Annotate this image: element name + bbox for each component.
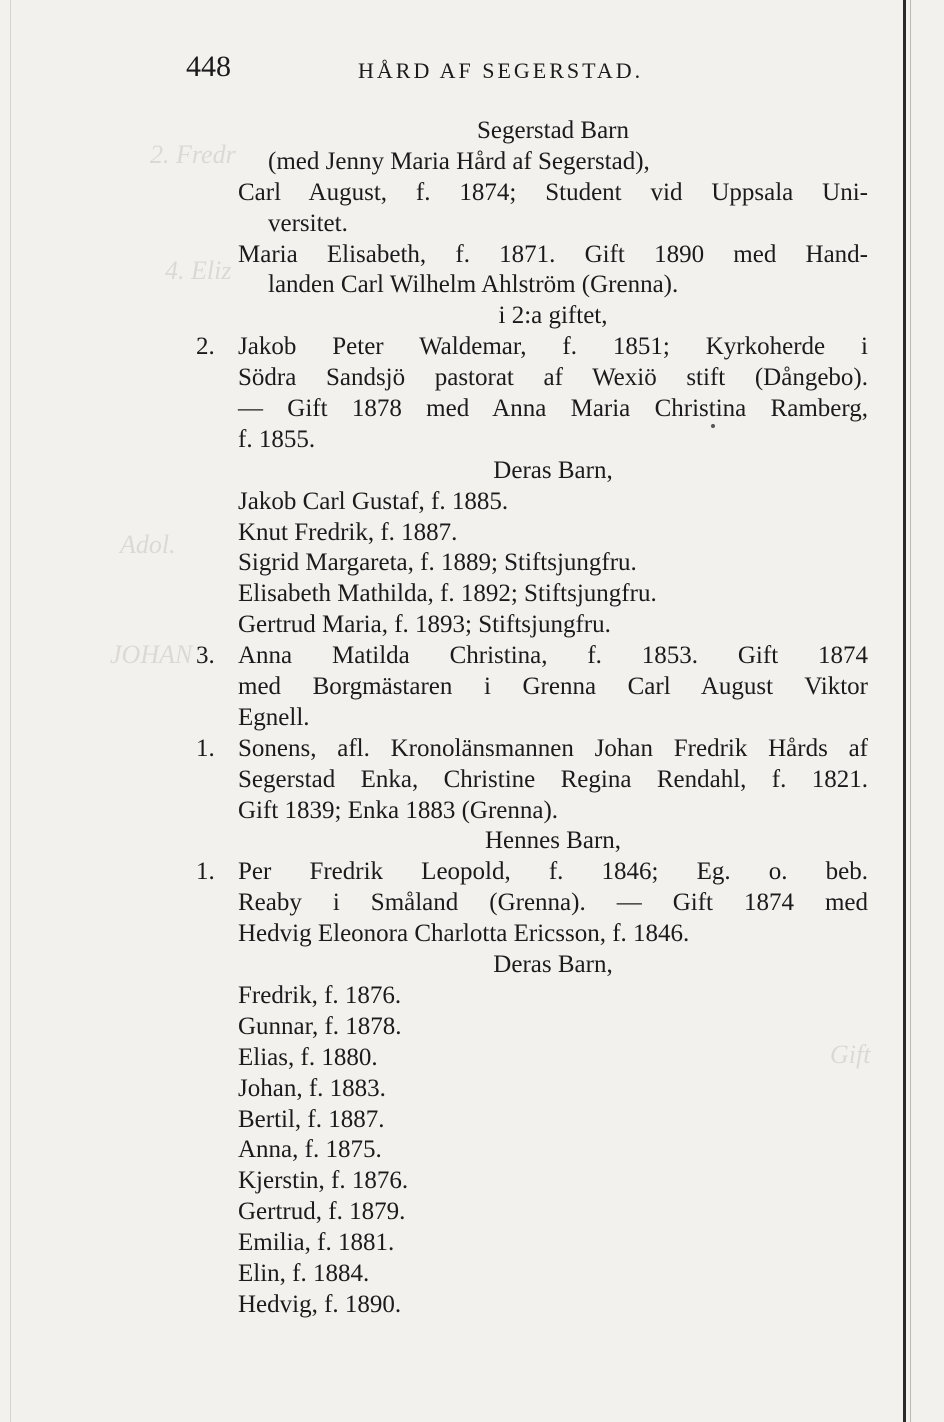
line-text: Gertrud Maria, f. 1893; Stiftsjungfru. [238, 611, 611, 639]
text-line [238, 1166, 868, 1197]
text-line [238, 301, 868, 332]
line-text: Knut Fredrik, f. 1887. [238, 518, 458, 546]
text-line [238, 888, 868, 919]
running-title: HÅRD AF SEGERSTAD. [358, 58, 644, 83]
line-text: f. 1855. [238, 425, 316, 453]
text-line [238, 116, 868, 147]
line-text: Anna, f. 1875. [238, 1136, 382, 1164]
line-text: Elin, f. 1884. [238, 1259, 370, 1287]
text-line [196, 734, 868, 765]
entry-number: 1. [196, 734, 215, 762]
line-text: Hedvig, f. 1890. [238, 1290, 402, 1318]
text-line [196, 332, 868, 363]
text-line [196, 857, 868, 888]
line-text: versitet. [268, 209, 348, 237]
line-text: Sonens, afl. Kronolänsmannen Johan Fredrik Hårds af [238, 734, 868, 762]
text-line [238, 672, 868, 703]
line-text: Egnell. [238, 703, 310, 731]
line-text: i 2:a giftet, [498, 302, 608, 330]
line-text: (med Jenny Maria Hård af Segerstad), [268, 147, 650, 175]
line-text: Elisabeth Mathilda, f. 1892; Stiftsjungfru. [238, 580, 657, 608]
text-line [238, 796, 868, 827]
bleed-through: Adol. [120, 530, 176, 559]
text-line [238, 579, 868, 610]
line-text: Deras Barn, [493, 456, 613, 484]
right-page-shadow [910, 0, 911, 1422]
line-text: Johan, f. 1883. [238, 1074, 386, 1102]
text-line [238, 456, 868, 487]
text-line [238, 703, 868, 734]
line-text: med Borgmästaren i Grenna Carl August Viktor [238, 673, 868, 701]
line-text: Kjerstin, f. 1876. [238, 1167, 409, 1195]
text-line [238, 1228, 868, 1259]
text-line [238, 1105, 868, 1136]
page-number: 448 [186, 50, 231, 83]
line-text: Gunnar, f. 1878. [238, 1012, 402, 1040]
line-text: Fredrik, f. 1876. [238, 981, 402, 1009]
line-text: Gertrud, f. 1879. [238, 1198, 406, 1226]
text-line [238, 919, 868, 950]
bleed-through: Gift [830, 1040, 871, 1069]
text-line [238, 1259, 868, 1290]
text-line [238, 1012, 868, 1043]
line-text: Reaby i Småland (Grenna). — Gift 1874 med [238, 889, 868, 917]
text-line [238, 209, 868, 240]
line-text: Per Fredrik Leopold, f. 1846; Eg. o. beb. [238, 858, 868, 886]
text-line [238, 950, 868, 981]
text-line [238, 1197, 868, 1228]
text-line [238, 1290, 868, 1321]
text-line [238, 1074, 868, 1105]
text-line [238, 610, 868, 641]
text-line [238, 147, 868, 178]
line-text: Jakob Peter Waldemar, f. 1851; Kyrkoherde i [238, 333, 868, 361]
bleed-through: 4. Eliz [165, 256, 232, 285]
text-line [238, 518, 868, 549]
text-line [238, 178, 868, 209]
line-text: Segerstad Enka, Christine Regina Rendahl, f. 1821. [238, 765, 868, 793]
entry-number: 2. [196, 333, 215, 361]
text-line [196, 641, 868, 672]
line-text: Södra Sandsjö pastorat af Wexiö stift (Dångebo). [238, 364, 868, 392]
bleed-through: 2. Fredr [150, 140, 236, 169]
entry-number: 3. [196, 642, 215, 670]
text-line [238, 765, 868, 796]
line-text: Hedvig Eleonora Charlotta Ericsson, f. 1846. [238, 920, 690, 948]
text-line [238, 548, 868, 579]
line-text: Elias, f. 1880. [238, 1043, 378, 1071]
text-line [238, 363, 868, 394]
entry-number: 1. [196, 858, 215, 886]
line-text: landen Carl Wilhelm Ahlström (Grenna). [268, 271, 679, 299]
line-text: Anna Matilda Christina, f. 1853. Gift 1874 [238, 642, 868, 670]
line-text: Deras Barn, [493, 951, 613, 979]
text-line [238, 826, 868, 857]
text-line [238, 487, 868, 518]
right-page-edge [903, 0, 906, 1422]
line-text: — Gift 1878 med Anna Maria Christina Ramberg, [238, 395, 868, 423]
line-text: Carl August, f. 1874; Student vid Uppsala Uni- [238, 178, 868, 206]
line-text: Jakob Carl Gustaf, f. 1885. [238, 487, 509, 515]
bleed-through: JOHAN [110, 640, 193, 669]
line-text: Emilia, f. 1881. [238, 1229, 395, 1257]
text-line [238, 981, 868, 1012]
text-line [238, 1135, 868, 1166]
text-line [238, 425, 868, 456]
line-text: Gift 1839; Enka 1883 (Grenna). [238, 796, 559, 824]
line-text: Bertil, f. 1887. [238, 1105, 385, 1133]
text-line [238, 240, 868, 271]
text-line [238, 1043, 868, 1074]
text-line [238, 270, 868, 301]
line-text: Maria Elisabeth, f. 1871. Gift 1890 med Hand- [238, 240, 868, 268]
left-page-edge [10, 0, 11, 1422]
line-text: Sigrid Margareta, f. 1889; Stiftsjungfru. [238, 549, 637, 577]
page-header [186, 50, 666, 90]
line-text: Segerstad Barn [476, 117, 630, 144]
text-line [238, 394, 868, 425]
line-text: Hennes Barn, [484, 827, 622, 855]
